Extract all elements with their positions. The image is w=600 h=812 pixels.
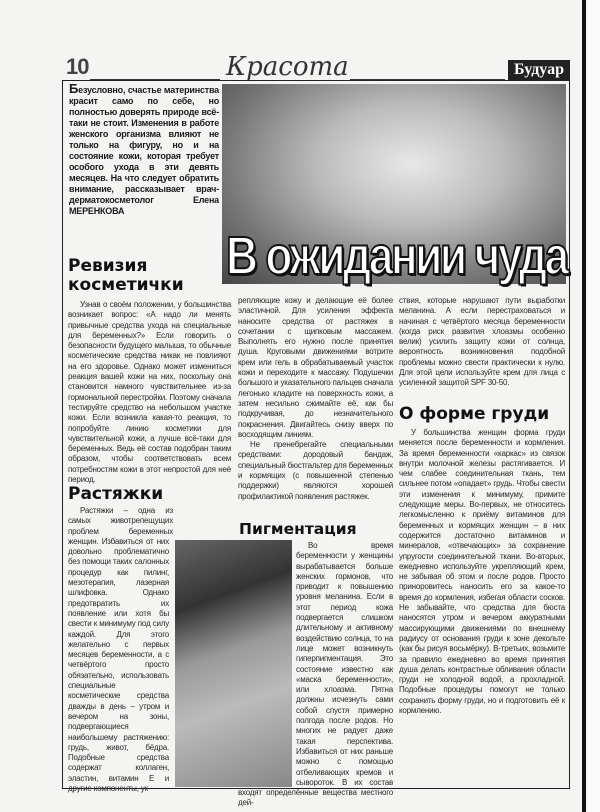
article-title: В ожидании чуда (226, 226, 567, 286)
page-number: 10 (66, 54, 89, 79)
scan-margin (588, 0, 600, 812)
section-heading-stretch-marks: Растяжки (68, 484, 164, 504)
paragraph: ствия, которые нарушают пути выработки меланина. А если перестраховаться и начиная с четвёртого месяца беременности (когда риск развития хлоазмы особенно велик) усилить защиту кожи от солнца, вероятность возникновения подобной проблемы можно свести практически к нулю. Для этой цели используйте крем для лица с усиленной защитой SPF 30-50. (399, 296, 565, 388)
drop-cap: Б (69, 81, 79, 96)
paragraph: У большинства женщин форма груди меняется после беременности и кормления. За время беременности «каркас» из связок внутри молочной железы растягивается. И чем слабее соединительная ткань, тем сильнее потом «опадает» грудь. Чтобы свести эти изменения к минимуму, примите следующие меры. Во-первых, не относитесь легкомысленно к приёму витаминов для беременных и кормящих женщин – в них содержится достаточно витаминов и минералов, «отвечающих» за сохранение упругости соединительной ткани. Во-вторых, ежедневно используйте укрепляющий крем, не забывая об этом и после родов. Просто приноровитесь наносить его за какое-то время до кормления, избегая области сосков. Не забывайте, что средства для бюста наносятся утром и вечером аккуратными массирующими движениями по внешнему радиусу от основания груди к зоне декольте (как бы рисуя восьмёрку). В-третьих, возьмите за правило ежедневно во время принятия душа делать контрастные обливания области груди не холодной водой, а прохладной. Подобные процедуры помогут не только сохранить форму груди, но и подготовить её к кормлению. (399, 428, 565, 716)
section-heading-pigmentation: Пигментация (239, 520, 357, 538)
column-1-text-a (68, 300, 231, 485)
lead-text: езусловно, счастье материнства красит само по себе, но полностью доверять природе всё-таки не стоит. Изменения в работе женского организма влияют не только на фигуру, но и на состояние кожи, которая требует особого ухода в эти девять месяцев. На что следует обратить внимание, рассказывает врач-дерматокосметолог Елена МЕРЕНКОВА (69, 85, 219, 216)
brand-logo: Будуар (508, 60, 570, 80)
paragraph: Не пренебрегайте специальными средствами: дородовый бандаж, специальный бюстгальтер для беременных и кормящих (с повышенной степенью поддержки) являются хорошей профилактикой появления растяжек. (238, 440, 393, 501)
section-heading-cosmetics: Ревизия косметички (68, 256, 184, 295)
column-2-text-a (238, 296, 393, 502)
paragraph: репляющие кожу и делающие её более эластичной. Для усиления эффекта наносите средства от растяжек в сочетании с щипковым массажем. Выполнять его нужно после принятия душа. Круговыми движениями вотрите крем или гель в обрабатываемый участок кожи и переходите к массажу. Подушечки большого и указательного пальцев сначала легонько кладите на поверхность кожи, а затем несильно сжимайте её, как бы подкручивая, до незначительного покраснения. Двигайтесь снизу вверх по восходящим линиям. (238, 296, 393, 439)
paragraph: Узнав о своём положении, у большинства возникает вопрос: «А надо ли менять привычные средства ухода на специальные для беременных?» Если говорить о безопасности будущего малыша, то обычные косметические средства никак не повлияют на его здоровье. Однако может измениться реакция вашей кожи на них, поскольку она становится намного чувствительнее из-за гормональной перестройки. Поэтому сначала тестируйте средство на небольшом участке кожи. Если возникла какая-то реакция, то попробуйте линию косметики для чувствительной кожи, а лучше всё-таки для беременных. Ведь её состав подобран таким образом, чтобы соответствовать всем потребностям кожи в этот непростой для неё период. (68, 300, 231, 485)
section-heading-breast-shape: О форме груди (399, 404, 550, 424)
column-3-text-a (399, 296, 565, 389)
article-lead (69, 83, 219, 217)
photo-pregnant-woman (175, 540, 292, 787)
rubric-title: Красота (226, 52, 349, 82)
column-3-text-b (399, 428, 565, 716)
paragraph: Во время беременности у женщины вырабатывается больше женских гормонов, что приводит к повышению уровня меланина. Если в этот период кожа подвергается слишком длительному и активному воздействию солнца, то на лице может возникнуть гиперпигментация. Это состояние известно как «маска беременности», или хлоазма. Пятна должны исчезнуть сами собой спустя примерно полгода после родов. Но многих не радует даже такая перспектива. Избавиться от них раньше можно с помощью отбеливающих кремов и сывороток. В их состав входят определённые вещества местного дей- (238, 541, 393, 808)
scan-edge (582, 0, 586, 812)
paragraph: Растяжки – одна из самых животрепещущих проблем беременных женщин. Избавиться от них довольно проблематично без помощи таких салонных процедур как пилинг, мезотерапия, лазерная шлифовка. Однако предотвратить их появление или хотя бы свести к минимуму под силу каждой. Для этого желательно с первых месяцев беременности, а с четвёртого просто обязательно, использовать специальные косметические средства дважды в день – утром и вечером на зоны, подвергающиеся наибольшему растяжению: грудь, живот, бёдра. Подобные средства содержат коллаген, эластин, витамин Е и другие компоненты, ук- (68, 506, 173, 794)
